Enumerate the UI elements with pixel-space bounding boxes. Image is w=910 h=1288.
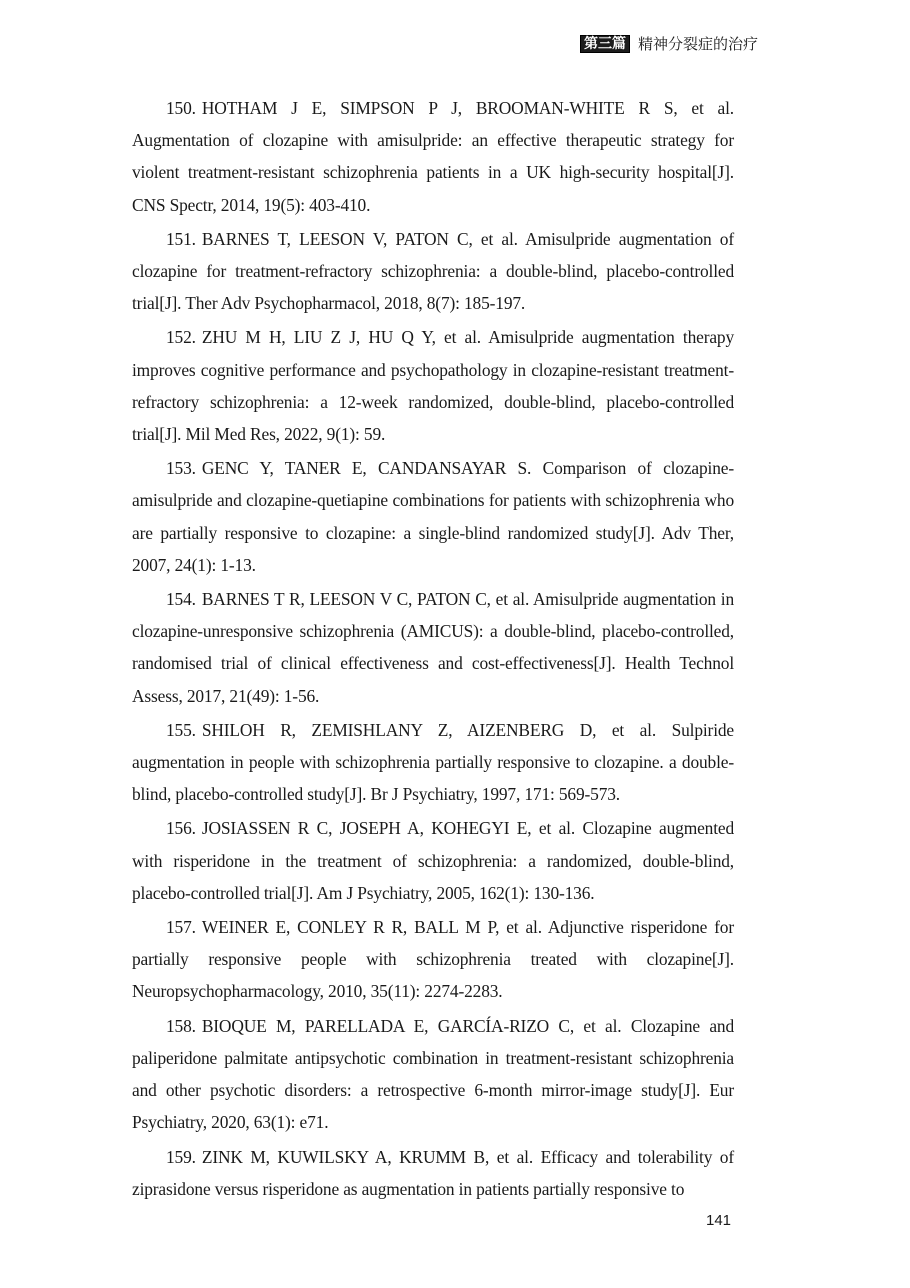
reference-text: HOTHAM J E, SIMPSON P J, BROOMAN-WHITE R S, et al. Augmentation of clozapine with amisulpride: an effective therapeutic strategy for violent treatment-resistant schizophrenia patients in a UK high-security hospital[J]. CNS Spectr, 2014, 19(5): 403-410.	[132, 98, 734, 215]
reference-item	[132, 1010, 734, 1139]
reference-text: BARNES T R, LEESON V C, PATON C, et al. Amisulpride augmentation in clozapine-unresponsive schizophrenia (AMICUS): a double-blind, placebo-controlled, randomised trial of clinical effectiveness and cost-effectiveness[J]. Health Technol Assess, 2017, 21(49): 1-56.	[132, 589, 734, 706]
reference-item	[132, 223, 734, 320]
reference-item	[132, 1141, 734, 1205]
reference-number: 155.	[166, 719, 196, 740]
reference-item	[132, 583, 734, 712]
reference-text: ZHU M H, LIU Z J, HU Q Y, et al. Amisulpride augmentation therapy improves cognitive performance and psychopathology in clozapine-resistant treatment-refractory schizophrenia: a 12-week randomized, double-blind, placebo-controlled trial[J]. Mil Med Res, 2022, 9(1): 59.	[132, 327, 734, 445]
reference-item	[132, 321, 734, 450]
reference-number: 159.	[166, 1146, 196, 1167]
reference-number: 151.	[166, 228, 196, 249]
reference-number: 150.	[166, 98, 196, 118]
reference-list	[132, 92, 734, 1207]
page-number: 141	[706, 1212, 732, 1229]
reference-text: ZINK M, KUWILSKY A, KRUMM B, et al. Efficacy and tolerability of ziprasidone versus risperidone as augmentation in patients partially responsive to	[132, 1146, 734, 1199]
reference-text: WEINER E, CONLEY R R, BALL M P, et al. Adjunctive risperidone for partially responsive people with schizophrenia treated with clozapine[J]. Neuropsychopharmacology, 2010, 35(11): 2274-2283.	[132, 917, 734, 1002]
reference-text: BARNES T, LEESON V, PATON C, et al. Amisulpride augmentation of clozapine for treatment-refractory schizophrenia: a double-blind, placebo-controlled trial[J]. Ther Adv Psychopharmacol, 2018, 8(7): 185-197.	[132, 228, 734, 314]
reference-item	[132, 714, 734, 811]
reference-text: GENC Y, TANER E, CANDANSAYAR S. Comparison of clozapine-amisulpride and clozapine-quetiapine combinations for patients with schizophrenia who are partially responsive to clozapine: a single-blind randomized study[J]. Adv Ther, 2007, 24(1): 1-13.	[132, 458, 734, 575]
reference-number: 156.	[166, 818, 196, 839]
reference-item	[132, 452, 734, 581]
reference-number: 152.	[166, 327, 196, 348]
running-header	[580, 33, 758, 54]
reference-item	[132, 812, 734, 909]
reference-number: 157.	[166, 917, 196, 938]
reference-number: 153.	[166, 458, 196, 479]
chapter-label: 第三篇	[580, 35, 630, 53]
reference-text: SHILOH R, ZEMISHLANY Z, AIZENBERG D, et al. Sulpiride augmentation in people with schizophrenia partially responsive to clozapine. a double-blind, placebo-controlled study[J]. Br J Psychiatry, 1997, 171: 569-573.	[132, 719, 734, 805]
reference-text: BIOQUE M, PARELLADA E, GARCÍA-RIZO C, et al. Clozapine and paliperidone palmitate antipsychotic combination in treatment-resistant schizophrenia and other psychotic disorders: a retrospective 6-month mirror-image study[J]. Eur Psychiatry, 2020, 63(1): e71.	[132, 1015, 734, 1133]
reference-text: JOSIASSEN R C, JOSEPH A, KOHEGYI E, et al. Clozapine augmented with risperidone in the treatment of schizophrenia: a randomized, double-blind, placebo-controlled trial[J]. Am J Psychiatry, 2005, 162(1): 130-136.	[132, 818, 734, 903]
reference-item	[132, 92, 734, 221]
reference-item	[132, 911, 734, 1008]
reference-number: 154.	[166, 589, 196, 610]
reference-number: 158.	[166, 1015, 196, 1036]
chapter-title: 精神分裂症的治疗	[637, 35, 758, 53]
